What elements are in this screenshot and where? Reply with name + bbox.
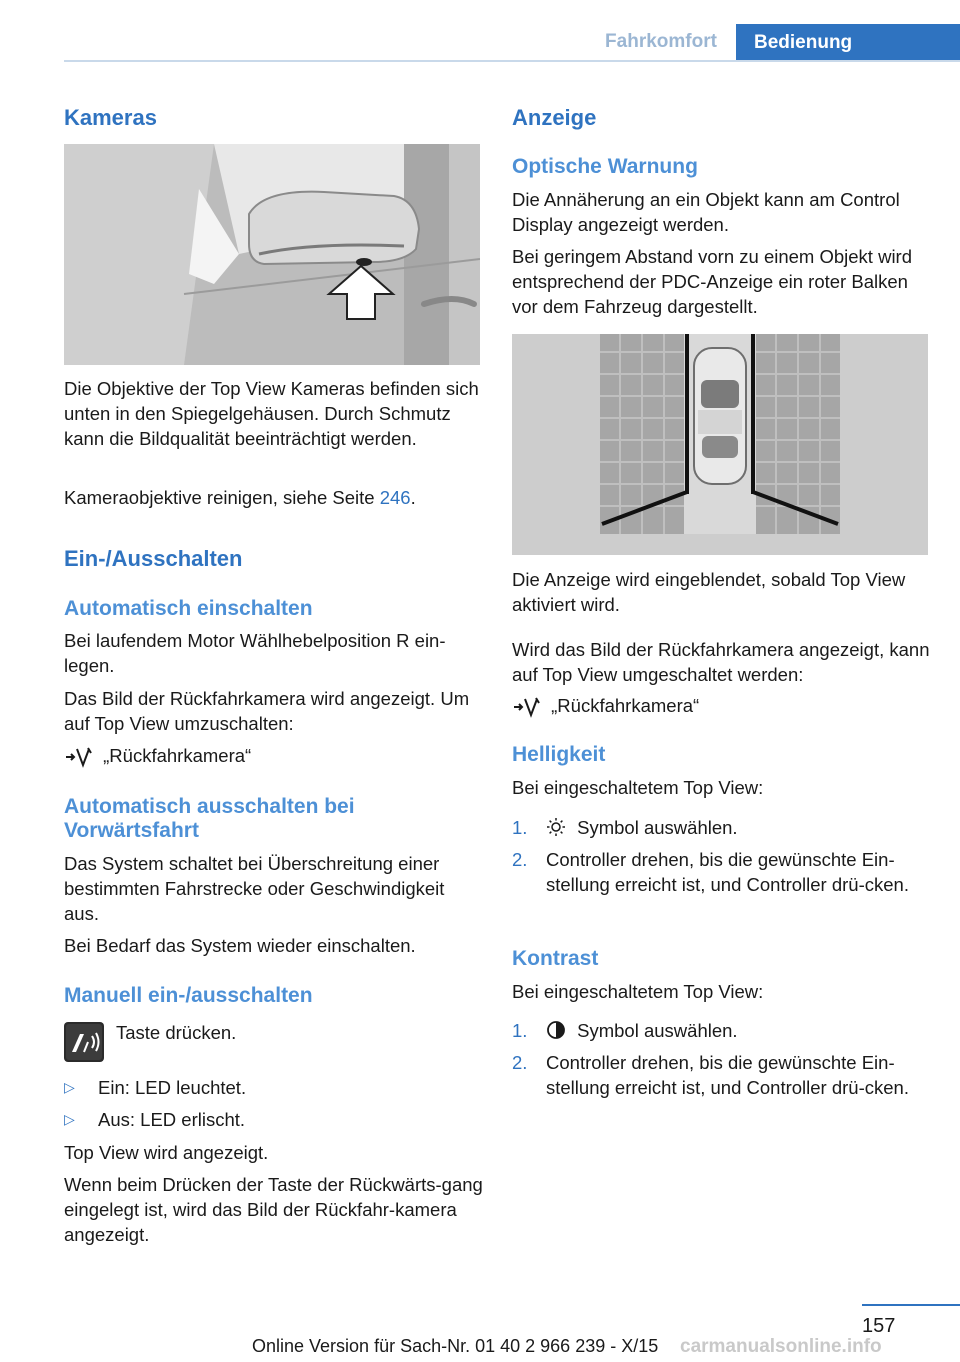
triangle-bullet-icon: ▷: [64, 1111, 75, 1127]
manual-text-2: Wenn beim Drücken der Taste der Rückwärts-gang eingelegt ist, wird das Bild der Rückfahr-kamera angezeigt.: [64, 1174, 483, 1245]
auto-on-text-1: Bei laufendem Motor Wählhebelposition R ein-legen.: [64, 630, 446, 676]
manual-text-1: Top View wird angezeigt.: [64, 1142, 269, 1163]
cameras-description: Die Objektive der Top View Kameras befinden sich unten in den Spiegelgehäusen. Durch Schmutz kann die Bildqualität beeinträchtigt werden.: [64, 378, 479, 449]
header-chapter-tab: Bedienung: [736, 24, 960, 62]
auto-off-text-2: Bei Bedarf das System wieder einschalten.: [64, 935, 416, 956]
page-link-246[interactable]: 246: [379, 487, 411, 508]
contrast-icon: [546, 1020, 566, 1040]
rear-camera-icon: [512, 695, 542, 719]
onoff-heading: Ein-/Ausschalten: [64, 546, 243, 571]
contrast-intro: Bei eingeschaltetem Top View:: [512, 981, 764, 1002]
display-text-2: Wird das Bild der Rückfahrkamera angezeigt, kann auf Top View umgeschaltet werden:: [512, 639, 930, 685]
optical-warning-heading: Optische Warnung: [512, 155, 698, 178]
auto-on-text-2: Das Bild der Rückfahrkamera wird angezeigt. Um auf Top View umzuschalten:: [64, 688, 470, 734]
top-view-car-illustration: [512, 334, 928, 555]
brightness-sun-icon: [546, 817, 566, 837]
contrast-heading: Kontrast: [512, 947, 599, 970]
optical-text-2: Bei geringem Abstand vorn zu einem Objekt wird entsprechend der PDC-Anzeige ein roter Balken vor dem Fahrzeug dargestellt.: [512, 246, 913, 317]
auto-off-text-1: Das System schaltet bei Überschreitung einer bestimmten Fahrstrecke oder Geschwindigkeit aus.: [64, 853, 445, 924]
manual-heading: Manuell ein-/ausschalten: [64, 984, 313, 1007]
page-number: 157: [862, 1315, 896, 1337]
brightness-intro: Bei eingeschaltetem Top View:: [512, 777, 764, 798]
watermark: carmanualsonline.info: [680, 1336, 882, 1357]
header-divider: [64, 60, 960, 62]
footer-divider: [862, 1304, 960, 1306]
display-text-1: Die Anzeige wird eingeblendet, sobald Top View aktiviert wird.: [512, 569, 906, 615]
auto-on-heading: Automatisch einschalten: [64, 597, 313, 620]
top-view-button[interactable]: [64, 1022, 104, 1062]
brightness-heading: Helligkeit: [512, 743, 606, 766]
top-view-display-image: [512, 334, 928, 555]
cameras-clean-reference: Kameraobjektive reinigen, siehe Seite 246.: [64, 487, 416, 508]
rear-camera-icon: [64, 745, 94, 769]
header-section-tab: Fahrkomfort: [605, 31, 717, 52]
mirror-camera-illustration: [64, 144, 480, 365]
auto-off-heading: Automatisch ausschalten bei Vorwärtsfahrt: [64, 795, 355, 842]
cameras-heading: Kameras: [64, 105, 157, 130]
mirror-camera-image: [64, 144, 480, 365]
optical-text-1: Die Annäherung an ein Objekt kann am Control Display angezeigt werden.: [512, 189, 900, 235]
online-version-note: Online Version für Sach-Nr. 01 40 2 966 239 - X/15: [252, 1336, 659, 1356]
top-view-button-icon: [64, 1022, 104, 1062]
manual-button-text: Taste drücken.: [116, 1022, 237, 1043]
display-camera-row: „Rückfahrkamera“: [512, 693, 932, 719]
triangle-bullet-icon: ▷: [64, 1079, 75, 1095]
display-heading: Anzeige: [512, 105, 597, 130]
auto-on-camera-row: „Rückfahrkamera“: [64, 743, 484, 769]
